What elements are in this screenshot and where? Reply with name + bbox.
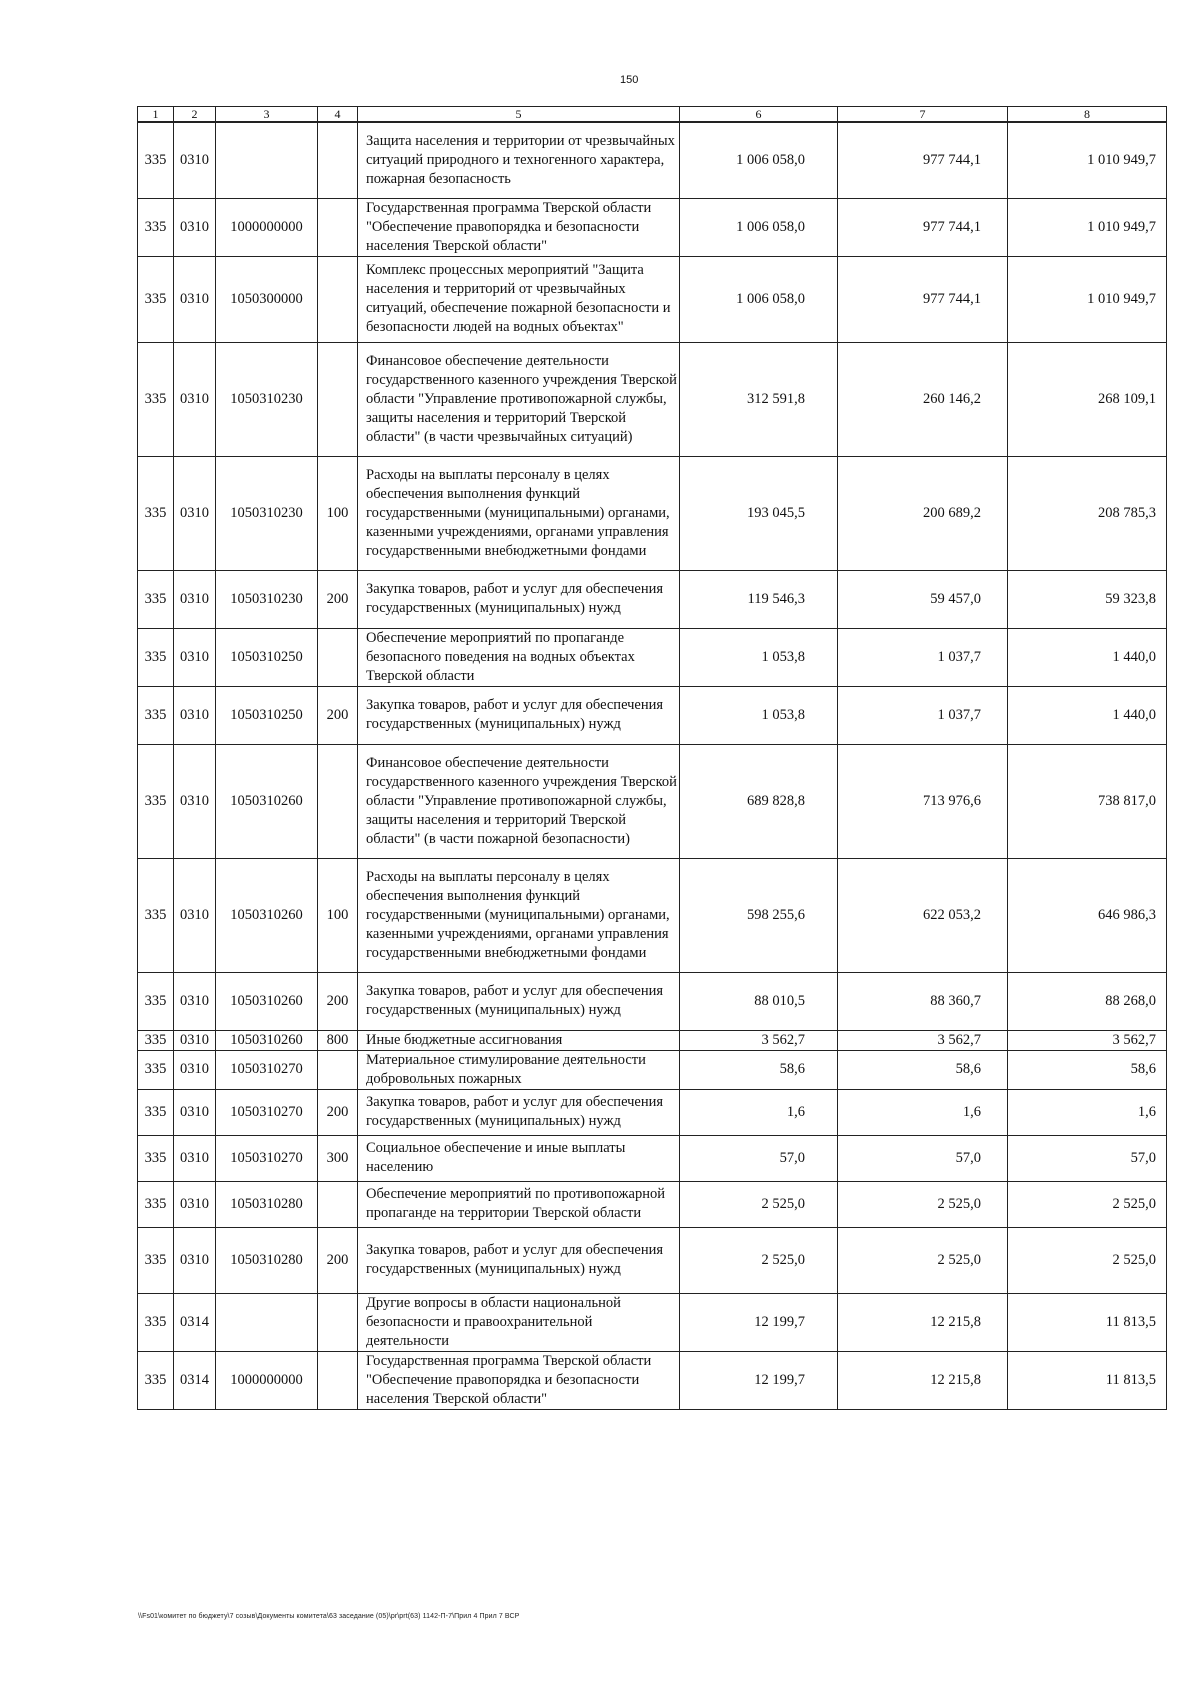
- cell-amount-col8: 3 562,7: [1008, 1030, 1167, 1050]
- cell-target-code: 1050310250: [216, 628, 318, 686]
- cell-expense-type: [318, 1351, 358, 1409]
- cell-expense-type: [318, 744, 358, 858]
- cell-section-code: 0310: [174, 628, 216, 686]
- cell-code-1: 335: [138, 456, 174, 570]
- cell-amount-col8: 88 268,0: [1008, 972, 1167, 1030]
- cell-section-code: 0310: [174, 256, 216, 342]
- cell-amount-col7: 713 976,6: [838, 744, 1008, 858]
- cell-amount-col7: 622 053,2: [838, 858, 1008, 972]
- cell-amount-col7: 977 744,1: [838, 256, 1008, 342]
- cell-code-1: 335: [138, 1227, 174, 1293]
- cell-description: Расходы на выплаты персоналу в целях обеспечения выполнения функций государственными (муниципальными) органами, казенными учреждениями, органами управления государственными внебюджетными фондами: [358, 858, 680, 972]
- cell-section-code: 0310: [174, 198, 216, 256]
- cell-code-1: 335: [138, 122, 174, 198]
- cell-code-1: 335: [138, 628, 174, 686]
- cell-description: Закупка товаров, работ и услуг для обеспечения государственных (муниципальных) нужд: [358, 686, 680, 744]
- cell-amount-col6: 57,0: [680, 1135, 838, 1181]
- cell-amount-col6: 12 199,7: [680, 1351, 838, 1409]
- footer-file-path: \\Fs01\комитет по бюджету\7 созыв\Документы комитета\63 заседание (05)\pr\prt(63) 1142-П-7\Прил 4 Прил 7 ВСР: [138, 1613, 520, 1620]
- table-body: [138, 122, 1167, 1409]
- cell-description: Обеспечение мероприятий по противопожарной пропаганде на территории Тверской области: [358, 1181, 680, 1227]
- cell-target-code: 1000000000: [216, 198, 318, 256]
- cell-section-code: 0314: [174, 1293, 216, 1351]
- cell-amount-col6: 1 053,8: [680, 628, 838, 686]
- cell-expense-type: 200: [318, 686, 358, 744]
- cell-code-1: 335: [138, 972, 174, 1030]
- table-row: [138, 342, 1167, 456]
- cell-expense-type: [318, 256, 358, 342]
- cell-code-1: 335: [138, 1135, 174, 1181]
- column-header: 1: [138, 107, 174, 123]
- cell-description: Государственная программа Тверской области "Обеспечение правопорядка и безопасности населения Тверской области": [358, 198, 680, 256]
- table-row: [138, 122, 1167, 198]
- cell-amount-col8: 11 813,5: [1008, 1351, 1167, 1409]
- cell-amount-col6: 193 045,5: [680, 456, 838, 570]
- cell-target-code: [216, 1293, 318, 1351]
- cell-amount-col8: 11 813,5: [1008, 1293, 1167, 1351]
- cell-amount-col7: 59 457,0: [838, 570, 1008, 628]
- cell-section-code: 0310: [174, 570, 216, 628]
- cell-section-code: 0310: [174, 1181, 216, 1227]
- table-row: [138, 256, 1167, 342]
- page-number: 150: [620, 74, 639, 86]
- column-header: 3: [216, 107, 318, 123]
- cell-amount-col6: 2 525,0: [680, 1227, 838, 1293]
- cell-amount-col7: 1 037,7: [838, 686, 1008, 744]
- cell-expense-type: 200: [318, 972, 358, 1030]
- cell-amount-col8: 1 010 949,7: [1008, 122, 1167, 198]
- cell-description: Другие вопросы в области национальной безопасности и правоохранительной деятельности: [358, 1293, 680, 1351]
- cell-code-1: 335: [138, 256, 174, 342]
- cell-amount-col7: 260 146,2: [838, 342, 1008, 456]
- table-row: [138, 198, 1167, 256]
- cell-section-code: 0310: [174, 342, 216, 456]
- cell-target-code: 1000000000: [216, 1351, 318, 1409]
- cell-amount-col6: 1 053,8: [680, 686, 838, 744]
- cell-expense-type: 200: [318, 570, 358, 628]
- cell-expense-type: 200: [318, 1089, 358, 1135]
- cell-amount-col7: 977 744,1: [838, 198, 1008, 256]
- column-header: 5: [358, 107, 680, 123]
- cell-description: Обеспечение мероприятий по пропаганде безопасного поведения на водных объектах Тверской области: [358, 628, 680, 686]
- cell-target-code: 1050310250: [216, 686, 318, 744]
- cell-amount-col7: 2 525,0: [838, 1181, 1008, 1227]
- cell-expense-type: [318, 122, 358, 198]
- cell-amount-col6: 1 006 058,0: [680, 256, 838, 342]
- table-row: [138, 1089, 1167, 1135]
- cell-expense-type: [318, 628, 358, 686]
- cell-amount-col7: 2 525,0: [838, 1227, 1008, 1293]
- cell-description: Финансовое обеспечение деятельности государственного казенного учреждения Тверской области "Управление противопожарной службы, защиты населения и территорий Тверской области" (в части чрезвычайных ситуаций): [358, 342, 680, 456]
- cell-target-code: 1050310280: [216, 1181, 318, 1227]
- table-row: [138, 686, 1167, 744]
- cell-amount-col8: 59 323,8: [1008, 570, 1167, 628]
- cell-expense-type: [318, 198, 358, 256]
- cell-code-1: 335: [138, 1293, 174, 1351]
- cell-section-code: 0310: [174, 1050, 216, 1089]
- cell-amount-col6: 598 255,6: [680, 858, 838, 972]
- cell-code-1: 335: [138, 1351, 174, 1409]
- cell-amount-col8: 57,0: [1008, 1135, 1167, 1181]
- table-row: [138, 570, 1167, 628]
- cell-amount-col6: 689 828,8: [680, 744, 838, 858]
- cell-amount-col8: 738 817,0: [1008, 744, 1167, 858]
- cell-amount-col6: 312 591,8: [680, 342, 838, 456]
- cell-description: Государственная программа Тверской области "Обеспечение правопорядка и безопасности населения Тверской области": [358, 1351, 680, 1409]
- cell-amount-col8: 1 010 949,7: [1008, 256, 1167, 342]
- cell-section-code: 0314: [174, 1351, 216, 1409]
- cell-section-code: 0310: [174, 744, 216, 858]
- cell-code-1: 335: [138, 858, 174, 972]
- cell-amount-col6: 1 006 058,0: [680, 122, 838, 198]
- cell-expense-type: 800: [318, 1030, 358, 1050]
- table-row: [138, 1351, 1167, 1409]
- cell-amount-col7: 1 037,7: [838, 628, 1008, 686]
- cell-target-code: 1050310260: [216, 858, 318, 972]
- cell-target-code: 1050300000: [216, 256, 318, 342]
- cell-amount-col6: 119 546,3: [680, 570, 838, 628]
- cell-description: Расходы на выплаты персоналу в целях обеспечения выполнения функций государственными (муниципальными) органами, казенными учреждениями, органами управления государственными внебюджетными фондами: [358, 456, 680, 570]
- cell-section-code: 0310: [174, 1030, 216, 1050]
- header-row: [138, 107, 1167, 123]
- table-row: [138, 456, 1167, 570]
- cell-amount-col8: 2 525,0: [1008, 1181, 1167, 1227]
- cell-target-code: 1050310280: [216, 1227, 318, 1293]
- column-header: 4: [318, 107, 358, 123]
- table-row: [138, 1293, 1167, 1351]
- cell-code-1: 335: [138, 570, 174, 628]
- cell-amount-col6: 88 010,5: [680, 972, 838, 1030]
- cell-section-code: 0310: [174, 686, 216, 744]
- cell-amount-col8: 2 525,0: [1008, 1227, 1167, 1293]
- cell-amount-col6: 2 525,0: [680, 1181, 838, 1227]
- cell-amount-col8: 208 785,3: [1008, 456, 1167, 570]
- cell-target-code: 1050310270: [216, 1050, 318, 1089]
- cell-amount-col7: 977 744,1: [838, 122, 1008, 198]
- cell-code-1: 335: [138, 686, 174, 744]
- table-row: [138, 1181, 1167, 1227]
- cell-expense-type: 100: [318, 456, 358, 570]
- cell-amount-col7: 88 360,7: [838, 972, 1008, 1030]
- cell-target-code: 1050310230: [216, 342, 318, 456]
- cell-amount-col8: 646 986,3: [1008, 858, 1167, 972]
- cell-code-1: 335: [138, 1089, 174, 1135]
- cell-section-code: 0310: [174, 456, 216, 570]
- cell-amount-col7: 57,0: [838, 1135, 1008, 1181]
- cell-expense-type: [318, 1181, 358, 1227]
- column-header: 7: [838, 107, 1008, 123]
- table-row: [138, 858, 1167, 972]
- table-row: [138, 1030, 1167, 1050]
- table-row: [138, 744, 1167, 858]
- cell-description: Закупка товаров, работ и услуг для обеспечения государственных (муниципальных) нужд: [358, 1089, 680, 1135]
- cell-target-code: 1050310230: [216, 456, 318, 570]
- cell-description: Иные бюджетные ассигнования: [358, 1030, 680, 1050]
- cell-amount-col8: 268 109,1: [1008, 342, 1167, 456]
- cell-target-code: 1050310270: [216, 1089, 318, 1135]
- cell-target-code: 1050310270: [216, 1135, 318, 1181]
- cell-amount-col7: 58,6: [838, 1050, 1008, 1089]
- cell-section-code: 0310: [174, 1227, 216, 1293]
- column-header: 6: [680, 107, 838, 123]
- cell-amount-col6: 3 562,7: [680, 1030, 838, 1050]
- cell-expense-type: 300: [318, 1135, 358, 1181]
- cell-expense-type: [318, 1293, 358, 1351]
- cell-description: Комплекс процессных мероприятий "Защита населения и территорий от чрезвычайных ситуаций, обеспечение пожарной безопасности и безопасности людей на водных объектах": [358, 256, 680, 342]
- cell-amount-col6: 12 199,7: [680, 1293, 838, 1351]
- cell-amount-col7: 1,6: [838, 1089, 1008, 1135]
- table-row: [138, 1227, 1167, 1293]
- cell-code-1: 335: [138, 1181, 174, 1227]
- cell-section-code: 0310: [174, 1135, 216, 1181]
- cell-target-code: 1050310260: [216, 744, 318, 858]
- column-header: 8: [1008, 107, 1167, 123]
- column-header: 2: [174, 107, 216, 123]
- cell-section-code: 0310: [174, 122, 216, 198]
- cell-code-1: 335: [138, 1030, 174, 1050]
- table-row: [138, 1135, 1167, 1181]
- cell-section-code: 0310: [174, 858, 216, 972]
- cell-description: Закупка товаров, работ и услуг для обеспечения государственных (муниципальных) нужд: [358, 1227, 680, 1293]
- budget-table: [137, 106, 1167, 1410]
- cell-amount-col6: 1,6: [680, 1089, 838, 1135]
- cell-amount-col6: 58,6: [680, 1050, 838, 1089]
- cell-expense-type: [318, 342, 358, 456]
- cell-amount-col8: 1 440,0: [1008, 628, 1167, 686]
- table-row: [138, 972, 1167, 1030]
- cell-description: Закупка товаров, работ и услуг для обеспечения государственных (муниципальных) нужд: [358, 972, 680, 1030]
- cell-section-code: 0310: [174, 1089, 216, 1135]
- cell-target-code: 1050310230: [216, 570, 318, 628]
- cell-section-code: 0310: [174, 972, 216, 1030]
- cell-amount-col7: 12 215,8: [838, 1351, 1008, 1409]
- cell-target-code: 1050310260: [216, 972, 318, 1030]
- cell-description: Закупка товаров, работ и услуг для обеспечения государственных (муниципальных) нужд: [358, 570, 680, 628]
- cell-expense-type: 100: [318, 858, 358, 972]
- cell-amount-col6: 1 006 058,0: [680, 198, 838, 256]
- cell-target-code: 1050310260: [216, 1030, 318, 1050]
- cell-amount-col8: 1 010 949,7: [1008, 198, 1167, 256]
- cell-amount-col8: 1 440,0: [1008, 686, 1167, 744]
- cell-amount-col8: 1,6: [1008, 1089, 1167, 1135]
- cell-description: Социальное обеспечение и иные выплаты населению: [358, 1135, 680, 1181]
- cell-code-1: 335: [138, 342, 174, 456]
- cell-description: Материальное стимулирование деятельности добровольных пожарных: [358, 1050, 680, 1089]
- table-row: [138, 1050, 1167, 1089]
- cell-code-1: 335: [138, 1050, 174, 1089]
- cell-code-1: 335: [138, 744, 174, 858]
- cell-amount-col7: 3 562,7: [838, 1030, 1008, 1050]
- cell-description: Финансовое обеспечение деятельности государственного казенного учреждения Тверской области "Управление противопожарной службы, защиты населения и территорий Тверской области" (в части пожарной безопасности): [358, 744, 680, 858]
- cell-description: Защита населения и территории от чрезвычайных ситуаций природного и техногенного характера, пожарная безопасность: [358, 122, 680, 198]
- cell-code-1: 335: [138, 198, 174, 256]
- cell-amount-col8: 58,6: [1008, 1050, 1167, 1089]
- cell-amount-col7: 12 215,8: [838, 1293, 1008, 1351]
- cell-expense-type: [318, 1050, 358, 1089]
- cell-target-code: [216, 122, 318, 198]
- cell-amount-col7: 200 689,2: [838, 456, 1008, 570]
- table-row: [138, 628, 1167, 686]
- cell-expense-type: 200: [318, 1227, 358, 1293]
